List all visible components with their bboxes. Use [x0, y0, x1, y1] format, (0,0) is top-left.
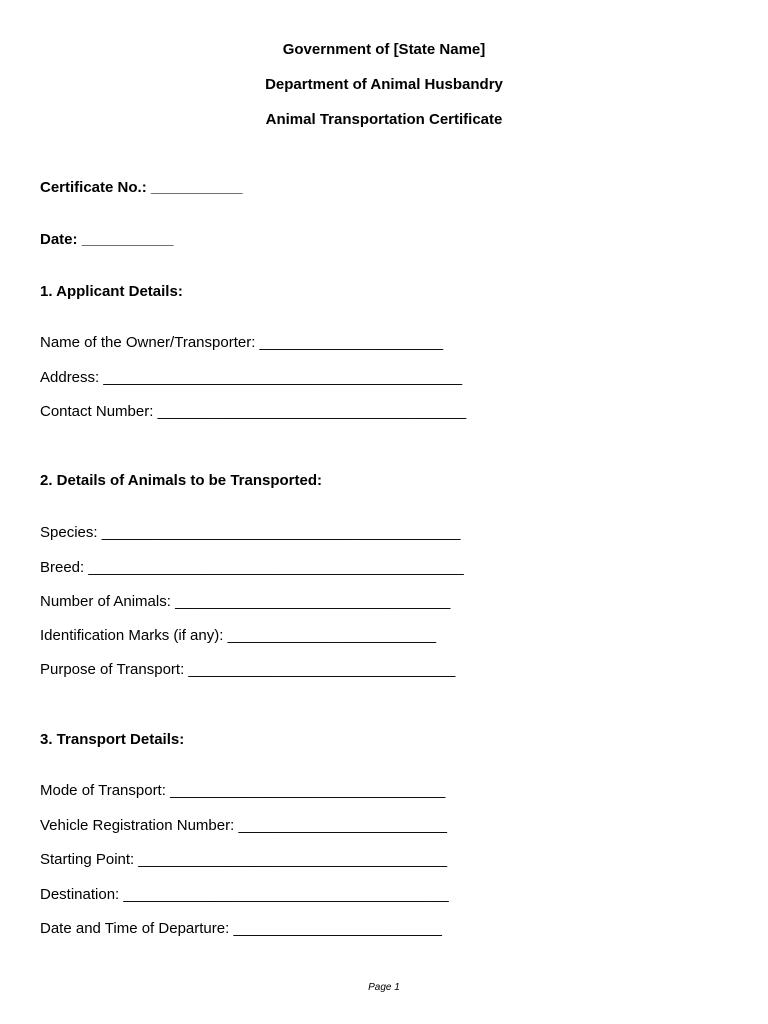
field-label: Vehicle Registration Number:: [40, 817, 235, 834]
certificate-number-label: Certificate No.:: [40, 179, 147, 196]
field-label: Contact Number:: [40, 403, 154, 420]
field-purpose-of-transport: [40, 661, 455, 679]
page-number: Page 1: [368, 982, 400, 993]
field-blank: ___________________________________________: [101, 524, 461, 541]
field-destination: [40, 886, 449, 904]
field-label: Starting Point:: [40, 851, 135, 868]
field-vehicle-registration: [40, 817, 447, 835]
field-label: Species:: [40, 524, 98, 541]
field-label: Mode of Transport:: [40, 782, 166, 799]
field-species: [40, 524, 460, 542]
field-label: Destination:: [40, 886, 120, 903]
date-row: [40, 231, 173, 249]
field-identification-marks: [40, 627, 436, 645]
certificate-title: Animal Transportation Certificate: [265, 111, 503, 128]
field-label: Breed:: [40, 559, 85, 576]
field-blank: _____________________________________________: [88, 559, 464, 576]
section-heading-applicant: 1. Applicant Details:: [40, 283, 183, 300]
field-mode-of-transport: [40, 782, 445, 800]
field-label: Purpose of Transport:: [40, 661, 185, 678]
field-starting-point: [40, 851, 447, 869]
certificate-number-blank: ___________: [150, 179, 243, 196]
field-label: Number of Animals:: [40, 593, 171, 610]
field-blank: _____________________________________: [138, 851, 448, 868]
field-blank: _________________________________: [175, 593, 451, 610]
field-blank: _______________________________________: [123, 886, 449, 903]
department-heading: Department of Animal Husbandry: [265, 76, 503, 93]
field-blank: _________________________: [233, 920, 442, 937]
field-breed: [40, 559, 464, 577]
field-blank: _________________________: [238, 817, 447, 834]
field-blank: ___________________________________________: [103, 369, 463, 386]
field-label: Name of the Owner/Transporter:: [40, 334, 256, 351]
field-label: Address:: [40, 369, 100, 386]
field-blank: ______________________: [259, 334, 444, 351]
field-label: Date and Time of Departure:: [40, 920, 230, 937]
section-heading-animals: 2. Details of Animals to be Transported:: [40, 472, 322, 489]
date-blank: ___________: [81, 231, 174, 248]
certificate-number-row: [40, 179, 243, 197]
field-owner-name: [40, 334, 443, 352]
field-departure-datetime: [40, 920, 442, 938]
field-contact-number: [40, 403, 466, 421]
field-blank: _________________________________: [170, 782, 446, 799]
government-heading: Government of [State Name]: [282, 41, 486, 58]
field-address: [40, 369, 462, 387]
field-blank: _________________________: [227, 627, 437, 644]
field-blank: ________________________________: [188, 661, 456, 678]
date-label: Date:: [40, 231, 78, 248]
field-label: Identification Marks (if any):: [40, 627, 224, 644]
field-blank: _____________________________________: [157, 403, 467, 420]
field-number-of-animals: [40, 593, 450, 611]
section-heading-transport: 3. Transport Details:: [40, 731, 185, 748]
